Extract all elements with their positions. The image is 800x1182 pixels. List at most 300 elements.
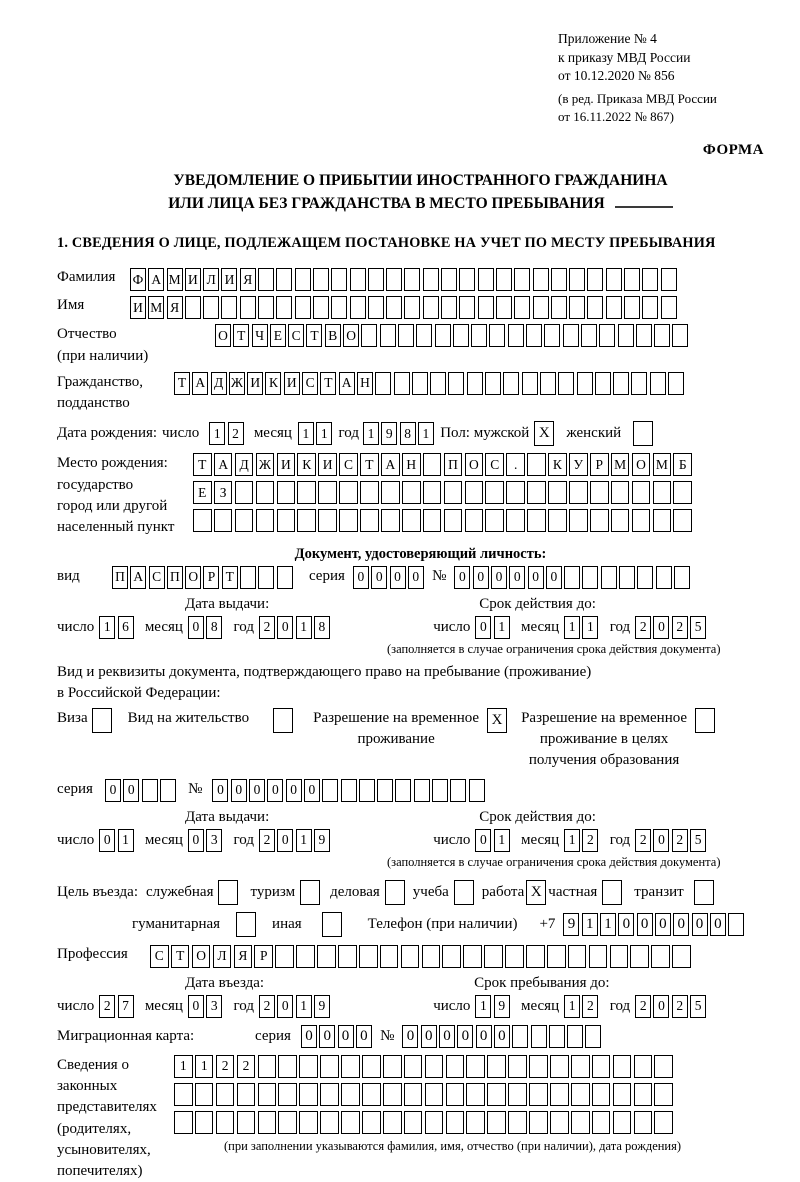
char-cell[interactable] [299,1055,318,1078]
char-cell[interactable]: 9 [494,995,510,1018]
char-cell[interactable]: 7 [118,995,134,1018]
char-cell[interactable] [195,1083,214,1106]
char-cell[interactable]: О [632,453,651,476]
char-cell[interactable] [404,268,420,291]
char-cell[interactable]: Л [203,268,219,291]
char-cell[interactable] [571,1083,590,1106]
char-cell[interactable] [484,945,503,968]
char-cell[interactable] [529,1111,548,1134]
char-cell[interactable] [423,268,439,291]
char-cell[interactable] [592,1055,611,1078]
char-cell[interactable] [446,1055,465,1078]
char-cell[interactable] [313,268,329,291]
char-cell[interactable] [569,509,588,532]
purpose-private-checkbox[interactable] [602,880,622,905]
char-cell[interactable]: Н [402,453,421,476]
char-cell[interactable]: М [611,453,630,476]
char-cell[interactable] [540,372,556,395]
char-cell[interactable] [544,324,560,347]
temp-residence-checkbox[interactable]: X [487,708,507,733]
char-cell[interactable] [258,1111,277,1134]
char-cell[interactable] [527,509,546,532]
char-cell[interactable]: 0 [421,1025,437,1048]
char-cell[interactable]: 1 [316,422,332,445]
char-cell[interactable] [673,509,692,532]
char-cell[interactable] [487,1055,506,1078]
char-cell[interactable] [386,296,402,319]
char-cell[interactable] [276,268,292,291]
char-cell[interactable] [653,481,672,504]
sex-female-checkbox[interactable] [633,421,653,446]
char-cell[interactable]: Ф [130,268,146,291]
char-cell[interactable]: 2 [99,995,115,1018]
char-cell[interactable] [240,566,256,589]
char-cell[interactable] [459,296,475,319]
char-cell[interactable]: 1 [296,616,312,639]
char-cell[interactable] [592,1111,611,1134]
char-cell[interactable] [331,296,347,319]
char-cell[interactable] [514,268,530,291]
char-cell[interactable]: И [284,372,300,395]
char-cell[interactable] [277,566,293,589]
char-cell[interactable]: 0 [494,1025,510,1048]
char-cell[interactable] [589,945,608,968]
char-cell[interactable] [185,296,201,319]
char-cell[interactable] [448,372,464,395]
char-cell[interactable] [404,296,420,319]
char-cell[interactable] [550,1083,569,1106]
char-cell[interactable] [450,779,466,802]
char-cell[interactable] [674,566,690,589]
char-cell[interactable]: С [150,945,169,968]
char-cell[interactable]: 6 [118,616,134,639]
char-cell[interactable]: 0 [692,913,708,936]
char-cell[interactable] [595,372,611,395]
char-cell[interactable] [496,296,512,319]
char-cell[interactable]: 8 [206,616,222,639]
char-cell[interactable] [320,1055,339,1078]
char-cell[interactable] [446,1111,465,1134]
char-cell[interactable] [278,1083,297,1106]
char-cell[interactable] [322,779,338,802]
char-cell[interactable] [381,481,400,504]
char-cell[interactable]: 0 [390,566,406,589]
char-cell[interactable] [381,509,400,532]
char-cell[interactable]: И [185,268,201,291]
char-cell[interactable] [606,268,622,291]
char-cell[interactable]: 1 [99,616,115,639]
char-cell[interactable]: 0 [212,779,228,802]
char-cell[interactable]: И [318,453,337,476]
char-cell[interactable] [297,481,316,504]
char-cell[interactable] [503,372,519,395]
char-cell[interactable]: А [381,453,400,476]
char-cell[interactable] [299,1111,318,1134]
char-cell[interactable] [359,779,375,802]
char-cell[interactable]: 0 [231,779,247,802]
char-cell[interactable] [423,296,439,319]
char-cell[interactable] [258,1083,277,1106]
char-cell[interactable] [551,268,567,291]
char-cell[interactable] [237,1111,256,1134]
char-cell[interactable] [465,509,484,532]
char-cell[interactable] [258,1055,277,1078]
char-cell[interactable] [258,566,274,589]
char-cell[interactable]: 1 [564,829,580,852]
char-cell[interactable] [339,509,358,532]
char-cell[interactable] [435,324,451,347]
char-cell[interactable]: Т [222,566,238,589]
char-cell[interactable] [611,481,630,504]
char-cell[interactable] [466,1111,485,1134]
purpose-tourism-checkbox[interactable] [300,880,320,905]
char-cell[interactable] [425,1083,444,1106]
char-cell[interactable] [571,1055,590,1078]
char-cell[interactable]: 0 [319,1025,335,1048]
char-cell[interactable]: 1 [494,616,510,639]
char-cell[interactable] [380,945,399,968]
char-cell[interactable] [508,1083,527,1106]
char-cell[interactable] [331,268,347,291]
char-cell[interactable]: У [569,453,588,476]
char-cell[interactable] [642,296,658,319]
char-cell[interactable] [317,945,336,968]
char-cell[interactable]: 1 [209,422,225,445]
char-cell[interactable] [423,509,442,532]
char-cell[interactable] [404,1111,423,1134]
char-cell[interactable] [506,509,525,532]
char-cell[interactable] [549,1025,565,1048]
char-cell[interactable] [235,509,254,532]
char-cell[interactable]: 1 [174,1055,193,1078]
char-cell[interactable] [613,1055,632,1078]
char-cell[interactable]: Р [203,566,219,589]
char-cell[interactable]: И [277,453,296,476]
char-cell[interactable] [416,324,432,347]
char-cell[interactable] [569,268,585,291]
char-cell[interactable] [601,566,617,589]
char-cell[interactable] [375,372,391,395]
char-cell[interactable]: 0 [356,1025,372,1048]
char-cell[interactable]: 0 [105,779,121,802]
char-cell[interactable]: П [167,566,183,589]
char-cell[interactable]: И [221,268,237,291]
char-cell[interactable]: А [130,566,146,589]
char-cell[interactable]: А [339,372,355,395]
char-cell[interactable] [469,779,485,802]
purpose-other-checkbox[interactable] [322,912,342,937]
char-cell[interactable] [240,296,256,319]
char-cell[interactable] [505,945,524,968]
char-cell[interactable] [550,1111,569,1134]
char-cell[interactable]: 2 [237,1055,256,1078]
char-cell[interactable]: О [192,945,211,968]
char-cell[interactable] [654,1083,673,1106]
char-cell[interactable] [606,296,622,319]
char-cell[interactable]: С [302,372,318,395]
char-cell[interactable]: 0 [408,566,424,589]
char-cell[interactable]: 0 [653,995,669,1018]
char-cell[interactable] [592,1083,611,1106]
char-cell[interactable]: Р [254,945,273,968]
char-cell[interactable]: 2 [259,829,275,852]
char-cell[interactable]: Т [193,453,212,476]
char-cell[interactable]: 0 [637,913,653,936]
char-cell[interactable]: 0 [277,616,293,639]
char-cell[interactable] [256,481,275,504]
char-cell[interactable] [341,1055,360,1078]
char-cell[interactable] [422,945,441,968]
char-cell[interactable]: Л [213,945,232,968]
char-cell[interactable] [441,268,457,291]
char-cell[interactable] [278,1111,297,1134]
char-cell[interactable]: 1 [296,995,312,1018]
char-cell[interactable] [508,1111,527,1134]
char-cell[interactable]: Я [167,296,183,319]
char-cell[interactable] [661,296,677,319]
char-cell[interactable] [613,1111,632,1134]
char-cell[interactable]: 5 [690,616,706,639]
char-cell[interactable] [568,945,587,968]
char-cell[interactable] [278,1055,297,1078]
char-cell[interactable]: 2 [635,829,651,852]
char-cell[interactable] [567,1025,583,1048]
sex-male-checkbox[interactable]: X [534,421,554,446]
purpose-business-checkbox[interactable] [385,880,405,905]
char-cell[interactable]: 9 [314,995,330,1018]
char-cell[interactable]: И [247,372,263,395]
char-cell[interactable] [320,1111,339,1134]
char-cell[interactable]: 9 [563,913,579,936]
char-cell[interactable] [256,509,275,532]
char-cell[interactable] [430,372,446,395]
char-cell[interactable]: 0 [454,566,470,589]
char-cell[interactable]: 2 [259,616,275,639]
char-cell[interactable]: 0 [188,829,204,852]
purpose-humanitarian-checkbox[interactable] [236,912,256,937]
char-cell[interactable] [651,945,670,968]
char-cell[interactable]: 8 [400,422,416,445]
char-cell[interactable]: 9 [314,829,330,852]
char-cell[interactable]: К [548,453,567,476]
char-cell[interactable] [642,268,658,291]
char-cell[interactable]: 0 [476,1025,492,1048]
char-cell[interactable] [529,1083,548,1106]
char-cell[interactable]: 0 [402,1025,418,1048]
char-cell[interactable]: Д [211,372,227,395]
char-cell[interactable] [548,509,567,532]
char-cell[interactable] [341,779,357,802]
char-cell[interactable]: 0 [457,1025,473,1048]
char-cell[interactable] [214,509,233,532]
temp-residence-edu-checkbox[interactable] [695,708,715,733]
char-cell[interactable] [512,1025,528,1048]
char-cell[interactable] [599,324,615,347]
char-cell[interactable]: 2 [672,616,688,639]
char-cell[interactable] [338,945,357,968]
char-cell[interactable] [341,1083,360,1106]
char-cell[interactable] [453,324,469,347]
char-cell[interactable]: В [325,324,341,347]
char-cell[interactable]: 9 [381,422,397,445]
char-cell[interactable]: 2 [672,829,688,852]
char-cell[interactable]: М [653,453,672,476]
char-cell[interactable]: Б [673,453,692,476]
char-cell[interactable] [414,779,430,802]
char-cell[interactable] [466,1083,485,1106]
char-cell[interactable] [587,268,603,291]
char-cell[interactable]: 0 [286,779,302,802]
char-cell[interactable] [485,372,501,395]
char-cell[interactable]: 0 [188,616,204,639]
char-cell[interactable] [444,509,463,532]
char-cell[interactable]: 0 [618,913,634,936]
char-cell[interactable] [425,1055,444,1078]
char-cell[interactable] [276,296,292,319]
char-cell[interactable]: 2 [582,829,598,852]
purpose-official-checkbox[interactable] [218,880,238,905]
char-cell[interactable] [487,1111,506,1134]
char-cell[interactable]: А [214,453,233,476]
char-cell[interactable] [394,372,410,395]
char-cell[interactable]: 5 [690,829,706,852]
char-cell[interactable] [522,372,538,395]
char-cell[interactable]: З [214,481,233,504]
char-cell[interactable] [550,1055,569,1078]
char-cell[interactable]: О [343,324,359,347]
char-cell[interactable] [656,566,672,589]
char-cell[interactable]: С [288,324,304,347]
char-cell[interactable]: 0 [338,1025,354,1048]
char-cell[interactable]: 1 [600,913,616,936]
char-cell[interactable] [216,1111,235,1134]
char-cell[interactable] [193,509,212,532]
char-cell[interactable]: 0 [673,913,689,936]
char-cell[interactable]: 2 [635,616,651,639]
char-cell[interactable]: 1 [363,422,379,445]
char-cell[interactable] [485,509,504,532]
char-cell[interactable]: К [297,453,316,476]
char-cell[interactable] [432,779,448,802]
char-cell[interactable]: 3 [206,829,222,852]
char-cell[interactable]: М [148,296,164,319]
char-cell[interactable]: О [465,453,484,476]
char-cell[interactable] [571,1111,590,1134]
purpose-study-checkbox[interactable] [454,880,474,905]
char-cell[interactable] [672,324,688,347]
char-cell[interactable] [318,481,337,504]
char-cell[interactable]: 0 [188,995,204,1018]
char-cell[interactable] [362,1055,381,1078]
char-cell[interactable]: 2 [228,422,244,445]
char-cell[interactable]: 0 [473,566,489,589]
char-cell[interactable] [506,481,525,504]
char-cell[interactable]: 2 [216,1055,235,1078]
char-cell[interactable]: 0 [475,829,491,852]
char-cell[interactable]: Т [306,324,322,347]
char-cell[interactable] [489,324,505,347]
char-cell[interactable] [531,1025,547,1048]
char-cell[interactable] [360,509,379,532]
char-cell[interactable] [590,509,609,532]
char-cell[interactable] [299,1083,318,1106]
char-cell[interactable]: А [148,268,164,291]
char-cell[interactable] [459,268,475,291]
char-cell[interactable] [613,372,629,395]
char-cell[interactable] [624,268,640,291]
char-cell[interactable] [471,324,487,347]
char-cell[interactable] [463,945,482,968]
char-cell[interactable]: 0 [653,616,669,639]
char-cell[interactable] [487,1083,506,1106]
char-cell[interactable]: С [149,566,165,589]
char-cell[interactable] [533,296,549,319]
char-cell[interactable]: 0 [491,566,507,589]
char-cell[interactable] [275,945,294,968]
char-cell[interactable] [313,296,329,319]
char-cell[interactable] [551,296,567,319]
char-cell[interactable]: 0 [371,566,387,589]
char-cell[interactable]: 0 [546,566,562,589]
char-cell[interactable] [377,779,393,802]
char-cell[interactable]: 0 [653,829,669,852]
char-cell[interactable] [631,372,647,395]
char-cell[interactable] [634,1055,653,1078]
char-cell[interactable]: Т [233,324,249,347]
char-cell[interactable]: 1 [298,422,314,445]
char-cell[interactable]: Е [270,324,286,347]
char-cell[interactable]: О [185,566,201,589]
char-cell[interactable] [514,296,530,319]
char-cell[interactable] [383,1055,402,1078]
char-cell[interactable] [728,913,744,936]
char-cell[interactable] [296,945,315,968]
char-cell[interactable]: 1 [494,829,510,852]
char-cell[interactable]: 0 [249,779,265,802]
char-cell[interactable] [508,324,524,347]
char-cell[interactable] [582,566,598,589]
char-cell[interactable]: А [192,372,208,395]
char-cell[interactable] [402,481,421,504]
char-cell[interactable] [533,268,549,291]
char-cell[interactable]: 2 [259,995,275,1018]
char-cell[interactable] [632,509,651,532]
char-cell[interactable] [563,324,579,347]
char-cell[interactable] [585,1025,601,1048]
char-cell[interactable] [297,509,316,532]
char-cell[interactable] [404,1083,423,1106]
char-cell[interactable] [650,372,666,395]
char-cell[interactable]: 1 [418,422,434,445]
char-cell[interactable] [564,566,580,589]
char-cell[interactable] [277,509,296,532]
char-cell[interactable] [485,481,504,504]
char-cell[interactable] [341,1111,360,1134]
char-cell[interactable] [478,268,494,291]
char-cell[interactable]: 0 [509,566,525,589]
char-cell[interactable]: Т [171,945,190,968]
char-cell[interactable] [466,1055,485,1078]
char-cell[interactable]: Ч [252,324,268,347]
char-cell[interactable]: 0 [99,829,115,852]
char-cell[interactable] [383,1111,402,1134]
char-cell[interactable] [142,779,158,802]
char-cell[interactable] [630,945,649,968]
char-cell[interactable] [632,481,651,504]
purpose-work-checkbox[interactable]: X [526,880,546,905]
char-cell[interactable]: И [130,296,146,319]
char-cell[interactable] [444,481,463,504]
